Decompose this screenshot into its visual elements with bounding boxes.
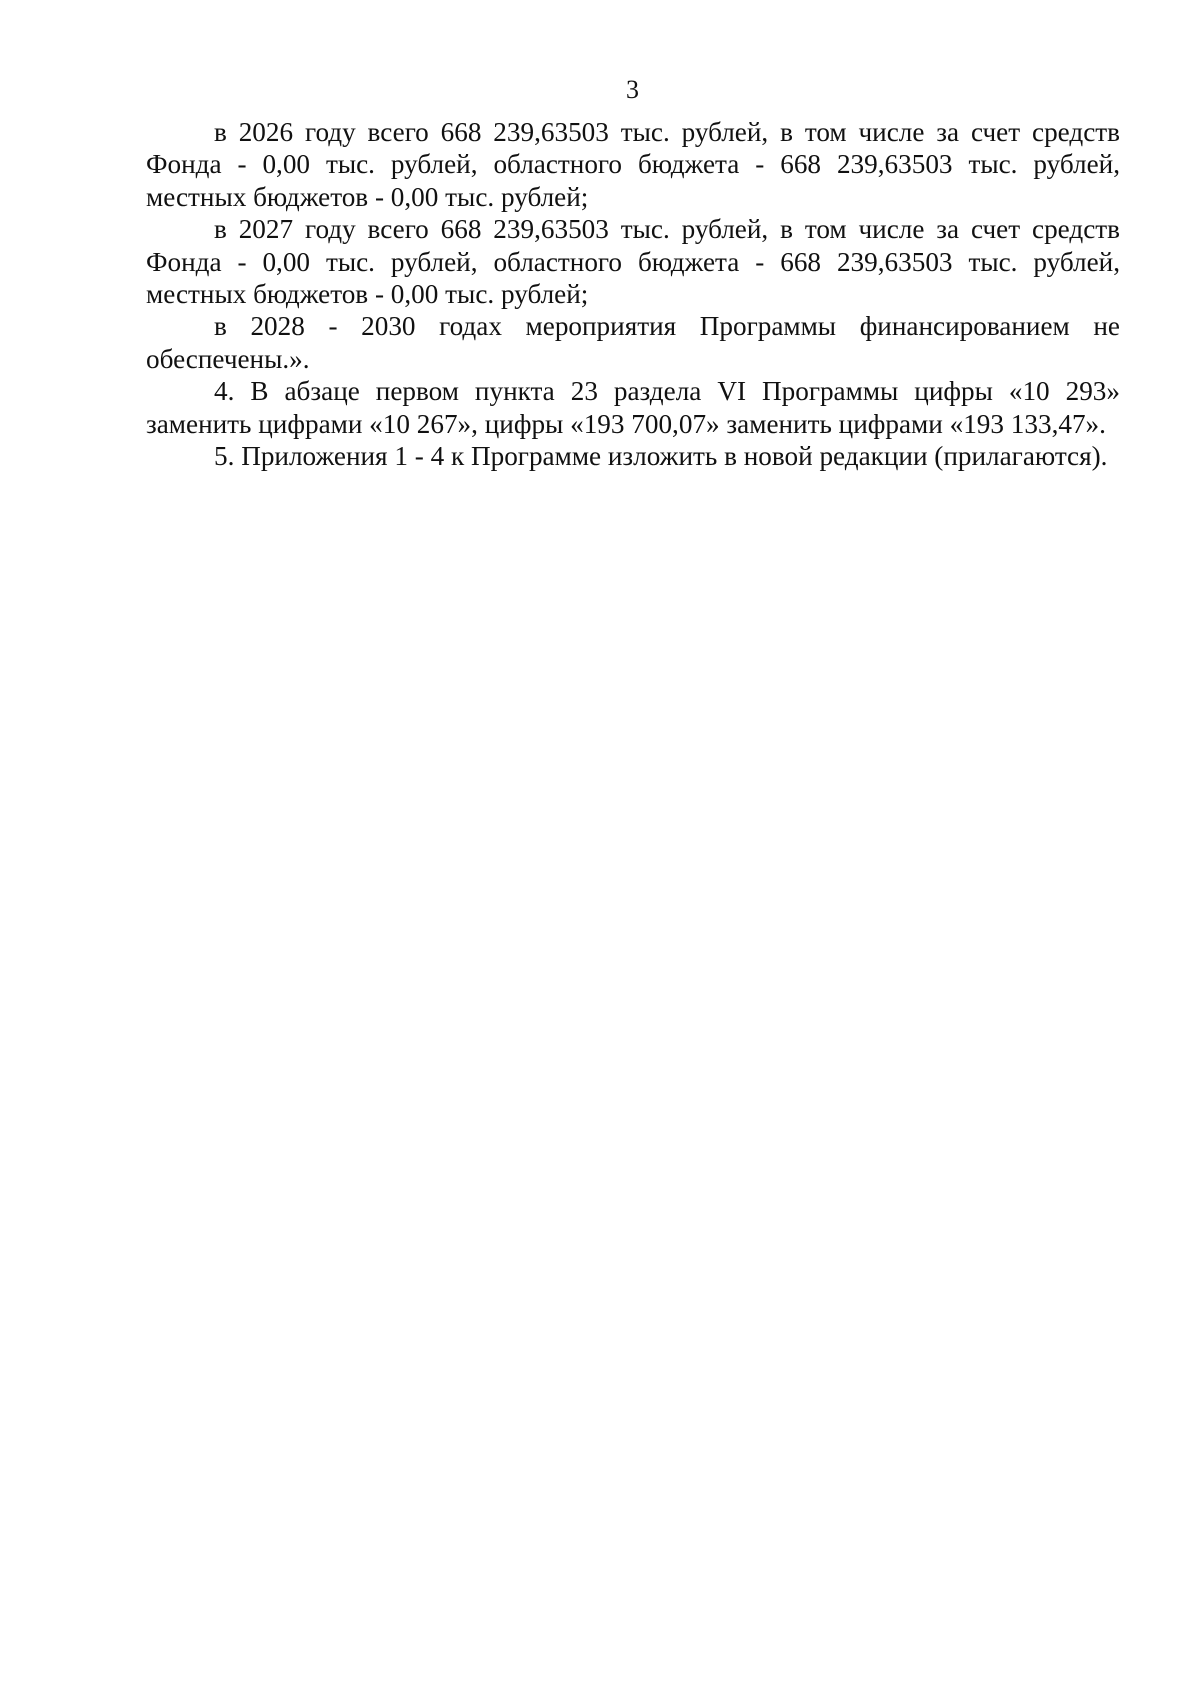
paragraph-2026-funding: в 2026 году всего 668 239,63503 тыс. рублей, в том числе за счет средств Фонда - 0,00 тыс. рублей, областного бюджета - 668 239,63503 тыс. рублей, местных бюджетов - 0,00 тыс. рублей; (146, 117, 1120, 212)
document-body (146, 116, 1120, 472)
paragraph-item-4: 4. В абзаце первом пункта 23 раздела VI Программы цифры «10 293» заменить цифрами «10 267», цифры «193 700,07» заменить цифрами «193 133,47». (146, 376, 1120, 439)
paragraph-item-5: 5. Приложения 1 - 4 к Программе изложить в новой редакции (прилагаются). (214, 441, 1108, 472)
paragraph-2027-funding: в 2027 году всего 668 239,63503 тыс. рублей, в том числе за счет средств Фонда - 0,00 тыс. рублей, областного бюджета - 668 239,63503 тыс. рублей, местных бюджетов - 0,00 тыс. рублей; (146, 214, 1120, 310)
paragraph-2028-2030-funding: в 2028 - 2030 годах мероприятия Программы финансированием не обеспечены.». (146, 311, 1120, 374)
page-number: 3 (626, 75, 639, 104)
